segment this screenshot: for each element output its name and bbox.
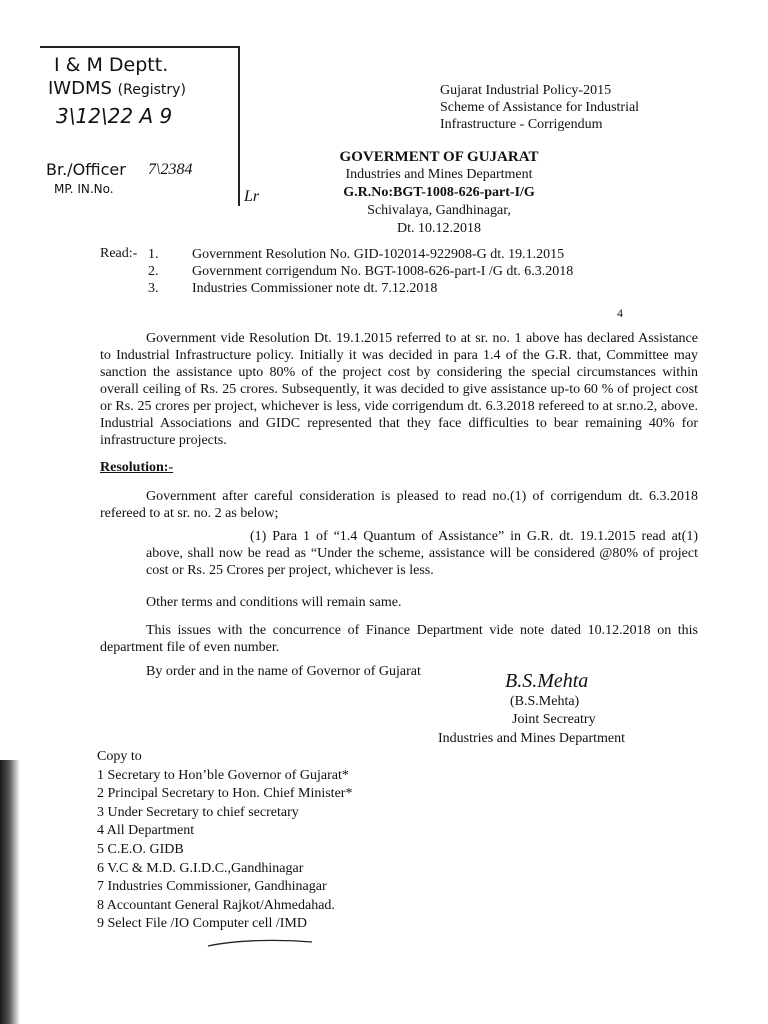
gr-number: G.R.No:BGT-1008-626-part-I/G <box>343 185 535 200</box>
read-item: 3. Industries Commissioner note dt. 7.12.2018 <box>148 281 438 296</box>
government-header <box>0 148 768 238</box>
copy-heading: Copy to <box>97 749 142 764</box>
list-item: 7 Industries Commissioner, Gandhinagar <box>97 879 327 895</box>
read-item: 1. Government Resolution No. GID-102014-922908-G dt. 19.1.2015 <box>148 247 565 262</box>
place: Schivalaya, Gandhinagar, <box>367 203 511 218</box>
government-title: GOVERMENT OF GUJARAT <box>339 149 539 165</box>
resolution-heading: Resolution:- <box>100 460 174 475</box>
resolution-clause-1: (1) Para 1 of “1.4 Quantum of Assistance” in G.R. dt. 19.1.2015 read at(1) above, shall now be read as “Under the scheme, assistance will be considered @80% of project cost or Rs. 25 Crores per project, whichever is less. <box>146 529 698 578</box>
signature: B.S.Mehta <box>505 670 589 692</box>
resolution-intro: Government after careful consideration is pleased to read no.(1) of corrigendum dt. 6.3.2018 refereed to at sr. no. 2 as below; <box>100 489 698 521</box>
list-item: 9 Select File /IO Computer cell /IMD <box>97 916 307 932</box>
read-list <box>148 246 573 297</box>
concurrence-paragraph: This issues with the concurrence of Finance Department vide note dated 10.12.2018 on this department file of even number. <box>100 623 698 655</box>
stamp-handwritten-date: 3\12\22 A 9 <box>56 104 173 128</box>
policy-line-3: Infrastructure - Corrigendum <box>440 117 603 132</box>
issue-date: Dt. 10.12.2018 <box>397 221 481 236</box>
stamp-dept: I & M Deptt. <box>54 54 169 76</box>
read-label: Read:- <box>100 246 138 261</box>
handwritten-underline <box>206 936 316 950</box>
stamp-inward-number: 7\2384 <box>148 161 193 178</box>
list-item: 3 Under Secretary to chief secretary <box>97 804 299 820</box>
other-terms: Other terms and conditions will remain same. <box>146 595 402 610</box>
list-item: 6 V.C & M.D. G.I.D.C.,Gandhinagar <box>97 860 304 876</box>
department-name: Industries and Mines Department <box>345 167 533 182</box>
background-paragraph: Government vide Resolution Dt. 19.1.2015 referred to at sr. no. 1 above has declared Assistance to Industrial Infrastructure policy. Initially it was decided in para 1.4 of the G.R. that, Committee may sanction the assistance upto 80% of the project cost by considering the special circumstances within overall ceiling of Rs. 25 crores. Subsequently, it was decided to give assistance up-to 60 % of project cost or Rs. 25 crores per project, whichever is less, vide corrigendum dt. 6.3.2018 refereed to at sr.no.2, above. Industrial Associations and GIDC represented that they face difficulties to bear remaining 40% for infrastructure projects. <box>100 331 698 448</box>
policy-header <box>440 82 710 133</box>
copy-to-list <box>97 748 352 934</box>
list-item: 8 Accountant General Rajkot/Ahmedahad. <box>97 897 335 913</box>
list-item: 2 Principal Secretary to Hon. Chief Minister* <box>97 786 353 802</box>
stamp-inward-label: MP. IN.No. <box>54 182 114 196</box>
list-item: 5 C.E.O. GIDB <box>97 841 184 857</box>
read-item: 2. Government corrigendum No. BGT-1008-626-part-I /G dt. 6.3.2018 <box>148 264 574 279</box>
policy-line-1: Gujarat Industrial Policy-2015 <box>440 83 612 98</box>
signatory-department: Industries and Mines Department <box>438 731 626 746</box>
list-item: 1 Secretary to Hon’ble Governor of Gujarat* <box>97 767 349 783</box>
stamp-officer: Br./Officer <box>46 160 126 179</box>
stamp-initials: Lr <box>244 188 260 205</box>
by-order-line: By order and in the name of Governor of Gujarat <box>146 664 421 679</box>
signatory-designation: Joint Secreatry <box>512 712 596 727</box>
scan-edge-shadow <box>0 760 20 1024</box>
stamp-iwdms: IWDMS (Registry) <box>48 78 186 99</box>
list-item: 4 All Department <box>97 823 195 839</box>
policy-line-2: Scheme of Assistance for Industrial <box>440 100 640 115</box>
signatory-name: (B.S.Mehta) <box>510 694 580 709</box>
margin-mark: 4 <box>617 306 623 320</box>
